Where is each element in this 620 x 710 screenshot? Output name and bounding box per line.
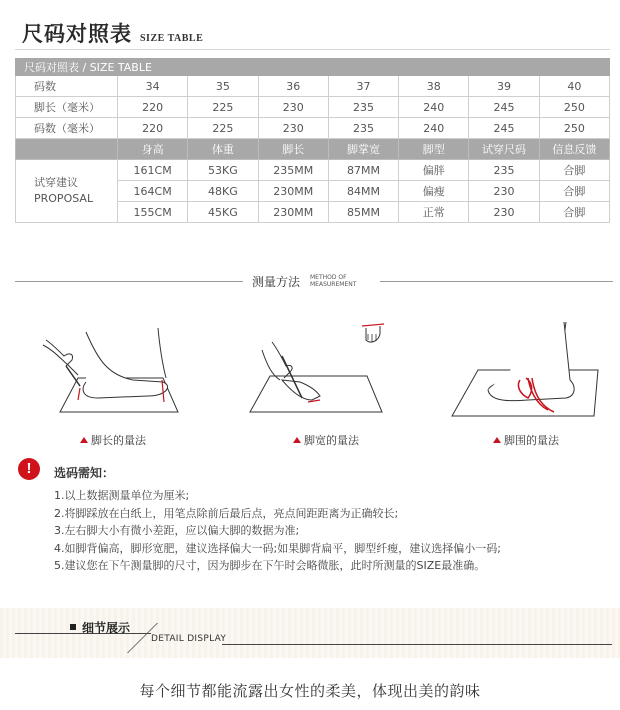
- column-header: 试穿尺码: [469, 139, 539, 160]
- foot-girth-illustration: [448, 320, 608, 420]
- column-header: 脚长: [258, 139, 328, 160]
- table-cell: 38: [399, 76, 469, 97]
- method-section-heading: [15, 272, 613, 292]
- table-cell: 36: [258, 76, 328, 97]
- triangle-icon: [493, 437, 501, 443]
- list-item: 5.建议您在下午测量脚的尺寸，因为脚步在下午时会略微胀，此时所测量的SIZE最准确。: [54, 559, 486, 572]
- notes-title: 选码需知：: [54, 466, 115, 480]
- divider: [222, 644, 612, 645]
- trial-header-blank: [16, 139, 118, 160]
- caption-text: 脚宽的量法: [304, 434, 359, 447]
- table-cell: 164CM: [118, 181, 188, 202]
- table-cell: 正常: [399, 202, 469, 223]
- table-cell: 230: [258, 97, 328, 118]
- size-table-title: 尺码对照表 / SIZE TABLE: [16, 59, 610, 76]
- table-cell: 250: [539, 97, 609, 118]
- list-item: 4.如脚背偏高，脚形宽肥，建议选择偏大一码;如果脚背扁平，脚型纤瘦，建议选择偏小一码;: [54, 541, 501, 555]
- table-cell: 40: [539, 76, 609, 97]
- foot-length-illustration: [38, 320, 188, 420]
- table-cell: 35: [188, 76, 258, 97]
- warning-icon: !: [18, 458, 40, 480]
- divider: [380, 281, 613, 282]
- table-cell: 34: [118, 76, 188, 97]
- table-cell: 87MM: [328, 160, 398, 181]
- method-title-cn: 测量方法: [252, 275, 301, 289]
- table-cell: 48KG: [188, 181, 258, 202]
- table-cell: 240: [399, 118, 469, 139]
- table-cell: 230: [469, 202, 539, 223]
- column-header: 信息反馈: [539, 139, 609, 160]
- table-cell: 250: [539, 118, 609, 139]
- table-cell: 230: [469, 181, 539, 202]
- table-cell: 230MM: [258, 181, 328, 202]
- table-cell: 161CM: [118, 160, 188, 181]
- foot-girth-caption: [493, 432, 559, 448]
- divider: [15, 49, 610, 50]
- method-title-en-2: MEASUREMENT: [310, 281, 357, 288]
- table-cell: 155CM: [118, 202, 188, 223]
- column-header: 脚掌宽: [328, 139, 398, 160]
- detail-title-cn: 细节展示: [82, 621, 131, 635]
- notes-list: [54, 487, 501, 575]
- column-header: 身高: [118, 139, 188, 160]
- foot-length-caption: [80, 432, 146, 448]
- trial-label-en: PROPOSAL: [34, 192, 94, 205]
- column-header: 体重: [188, 139, 258, 160]
- table-cell: 合脚: [539, 160, 609, 181]
- row-label-size-mm: 码数（毫米）: [16, 118, 118, 139]
- trial-label: [16, 160, 118, 223]
- table-row: [16, 97, 610, 118]
- method-title-en: [310, 274, 356, 288]
- detail-section-heading: [0, 613, 620, 653]
- table-cell: 245: [469, 97, 539, 118]
- row-label-foot-length: 脚长（毫米）: [16, 97, 118, 118]
- slogan: 每个细节都能流露出女性的柔美，体现出美的韵味: [139, 682, 481, 700]
- list-item: 2.将脚踩放在白纸上，用笔点除前后最后点，亮点间距距离为正确较长;: [54, 506, 399, 520]
- table-cell: 225: [188, 118, 258, 139]
- table-cell: 235MM: [258, 160, 328, 181]
- table-cell: 240: [399, 97, 469, 118]
- table-cell: 235: [328, 97, 398, 118]
- foot-width-illustration: [242, 320, 392, 420]
- table-cell: 220: [118, 118, 188, 139]
- table-cell: 合脚: [539, 202, 609, 223]
- page-title: [22, 18, 203, 48]
- table-cell: 235: [469, 160, 539, 181]
- table-cell: 53KG: [188, 160, 258, 181]
- column-header: 脚型: [399, 139, 469, 160]
- title-cn: 尺码对照表: [22, 21, 132, 46]
- table-cell: 220: [118, 97, 188, 118]
- table-cell: 45KG: [188, 202, 258, 223]
- table-row: [16, 76, 610, 97]
- table-cell: 235: [328, 118, 398, 139]
- caption-text: 脚围的量法: [504, 434, 559, 447]
- trial-header-row: [16, 139, 610, 160]
- list-item: 1.以上数据测量单位为厘米;: [54, 489, 190, 502]
- square-bullet-icon: [70, 624, 76, 630]
- list-item: 3.左右脚大小有微小差距，应以偏大脚的数据为准;: [54, 524, 300, 537]
- divider: [15, 281, 243, 282]
- table-cell: 偏瘦: [399, 181, 469, 202]
- trial-label-cn: 试穿建议: [34, 176, 78, 189]
- table-row: [16, 118, 610, 139]
- size-table: [15, 58, 610, 223]
- table-row: [16, 160, 610, 181]
- caption-text: 脚长的量法: [91, 434, 146, 447]
- row-label-size: 码数: [16, 76, 118, 97]
- table-cell: 合脚: [539, 181, 609, 202]
- table-cell: 85MM: [328, 202, 398, 223]
- table-cell: 230MM: [258, 202, 328, 223]
- foot-width-caption: [293, 432, 359, 448]
- method-title-en-1: METHOD OF: [310, 274, 347, 281]
- table-cell: 84MM: [328, 181, 398, 202]
- title-en: SIZE TABLE: [140, 33, 204, 44]
- table-cell: 37: [328, 76, 398, 97]
- table-cell: 245: [469, 118, 539, 139]
- table-cell: 230: [258, 118, 328, 139]
- triangle-icon: [80, 437, 88, 443]
- triangle-icon: [293, 437, 301, 443]
- table-cell: 225: [188, 97, 258, 118]
- table-cell: 39: [469, 76, 539, 97]
- table-cell: 偏胖: [399, 160, 469, 181]
- detail-title-en: DETAIL DISPLAY: [151, 634, 227, 644]
- size-table-header: [16, 59, 610, 76]
